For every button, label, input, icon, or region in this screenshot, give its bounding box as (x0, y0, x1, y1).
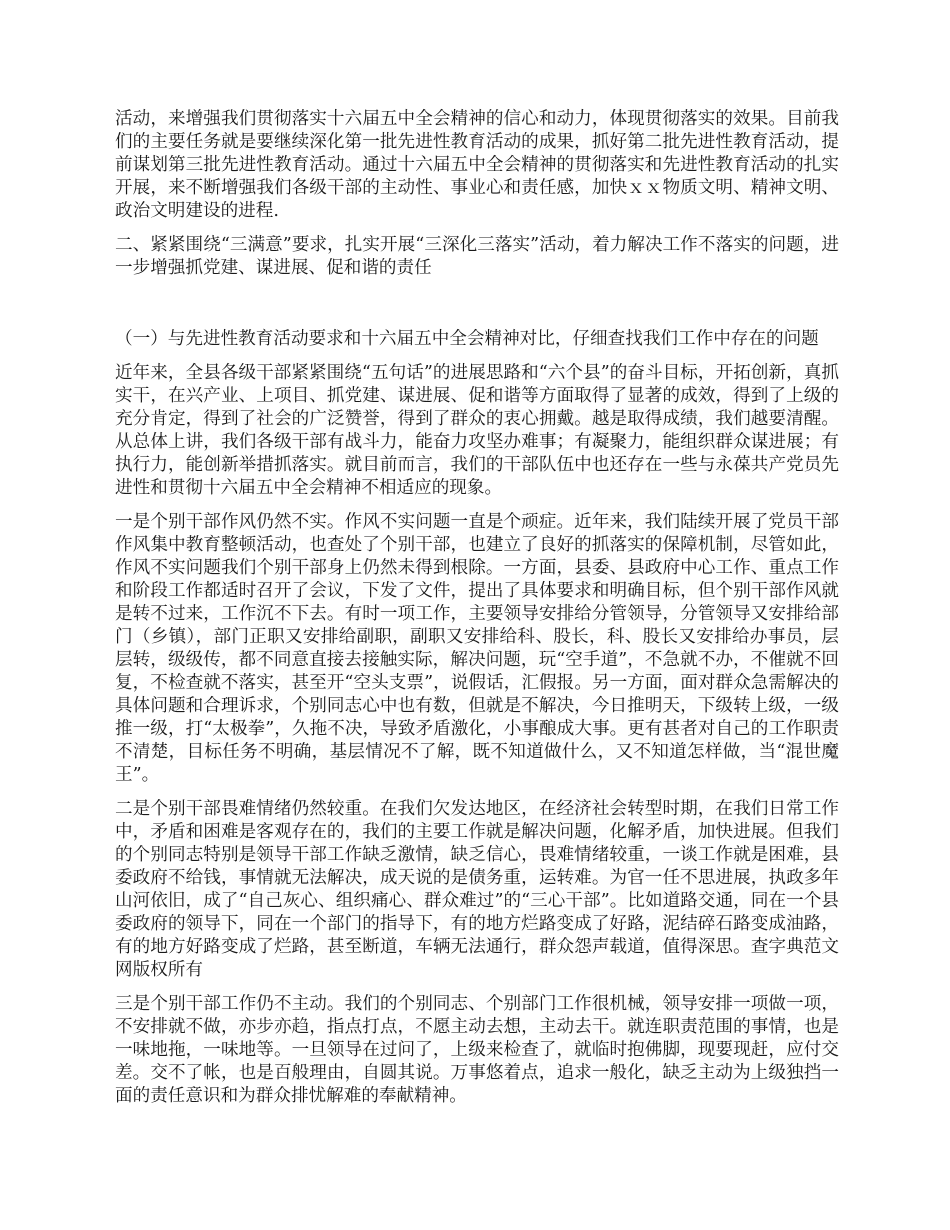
paragraph-overview: 近年来，全县各级干部紧紧围绕“五句话”的进展思路和“六个县”的奋斗目标，开拓创新，真抓实干，在兴产业、上项目、抓党建、谋进展、促和谐等方面取得了显著的成效，得到了上级的充分肯定，得到了社会的广泛赞誉，得到了群众的衷心拥戴。越是取得成绩，我们越要清醒。从总体上讲，我们各级干部有战斗力，能奋力攻坚办难事；有凝聚力，能组织群众谋进展；有执行力，能创新举措抓落实。就目前而言，我们的干部队伍中也还存在一些与永葆共产党员先进性和贯彻十六届五中全会精神不相适应的现象。 (115, 363, 839, 498)
paragraph-point-one: 一是个别干部作风仍然不实。作风不实问题一直是个顽症。近年来，我们陆续开展了党员干部作风集中教育整顿活动，也查处了个别干部，也建立了良好的抓落实的保障机制，尽管如此，作风不实问题我们个别干部身上仍然未得到根除。一方面，县委、县政府中心工作、重点工作和阶段工作都适时召开了会议，下发了文件，提出了具体要求和明确目标，但个别干部作风就是转不过来，工作沉不下去。有时一项工作，主要领导安排给分管领导，分管领导又安排给部门（乡镇），部门正职又安排给副职，副职又安排给科、股长，科、股长又安排给办事员，层层转，级级传，都不同意直接去接触实际，解决问题，玩“空手道”，不急就不办，不催就不回复，不检查就不落实，甚至开“空头支票”，说假话，汇假报。另一方面，面对群众急需解决的具体问题和合理诉求，个别同志心中也有数，但就是不解决，今日推明天，下级转上级，一级推一级，打“太极拳”，久拖不决，导致矛盾激化，小事酿成大事。更有甚者对自己的工作职责不清楚，目标任务不明确，基层情况不了解，既不知道做什么，又不知道怎样做，当“混世魔王”。 (115, 512, 839, 785)
paragraph-point-two: 二是个别干部畏难情绪仍然较重。在我们欠发达地区，在经济社会转型时期，在我们日常工作中，矛盾和困难是客观存在的，我们的主要工作就是解决问题，化解矛盾，加快进展。但我们的个别同志特别是领导干部工作缺乏激情，缺乏信心，畏难情绪较重，一谈工作就是困难，县委政府不给钱，事情就无法解决，成天说的是债务重，运转难。为官一任不思进展，执政多年山河依旧，成了“自己灰心、组织痛心、群众难过”的“三心干部”。比如道路交通，同在一个县委政府的领导下，同在一个部门的指导下，有的地方烂路变成了好路，泥结碎石路变成油路，有的地方好路变成了烂路，甚至断道，车辆无法通行，群众怨声载道，值得深思。查字典范文网版权所有 (115, 799, 839, 980)
paragraph-point-three: 三是个别干部工作仍不主动。我们的个别同志、个别部门工作很机械，领导安排一项做一项，不安排就不做，亦步亦趋，指点打点，不愿主动去想，主动去干。就连职责范围的事情，也是一味地拖，一味地等。一旦领导在过问了，上级来检查了，就临时抱佛脚，现要现赶，应付交差。交不了帐，也是百般理由，自圆其说。万事悠着点，追求一般化，缺乏主动为上级独挡一面的责任意识和为群众排忧解难的奉献精神。 (115, 994, 839, 1106)
section-heading-two: 二、紧紧围绕“三满意”要求，扎实开展“三深化三落实”活动，着力解决工作不落实的问题，进一步增强抓党建、谋进展、促和谐的责任 (115, 235, 839, 278)
paragraph-intro: 活动，来增强我们贯彻落实十六届五中全会精神的信心和动力，体现贯彻落实的效果。目前我们的主要任务就是要继续深化第一批先进性教育活动的成果，抓好第二批先进性教育活动，提前谋划第三批先进性教育活动。通过十六届五中全会精神的贯彻落实和先进性教育活动的扎实开展，来不断增强我们各级干部的主动性、事业心和责任感，加快ｘｘ物质文明、精神文明、政治文明建设的进程. (115, 109, 839, 221)
subsection-heading-one: （一）与先进性教育活动要求和十六届五中全会精神对比，仔细查找我们工作中存在的问题 (115, 329, 819, 349)
document-body (115, 108, 839, 1108)
